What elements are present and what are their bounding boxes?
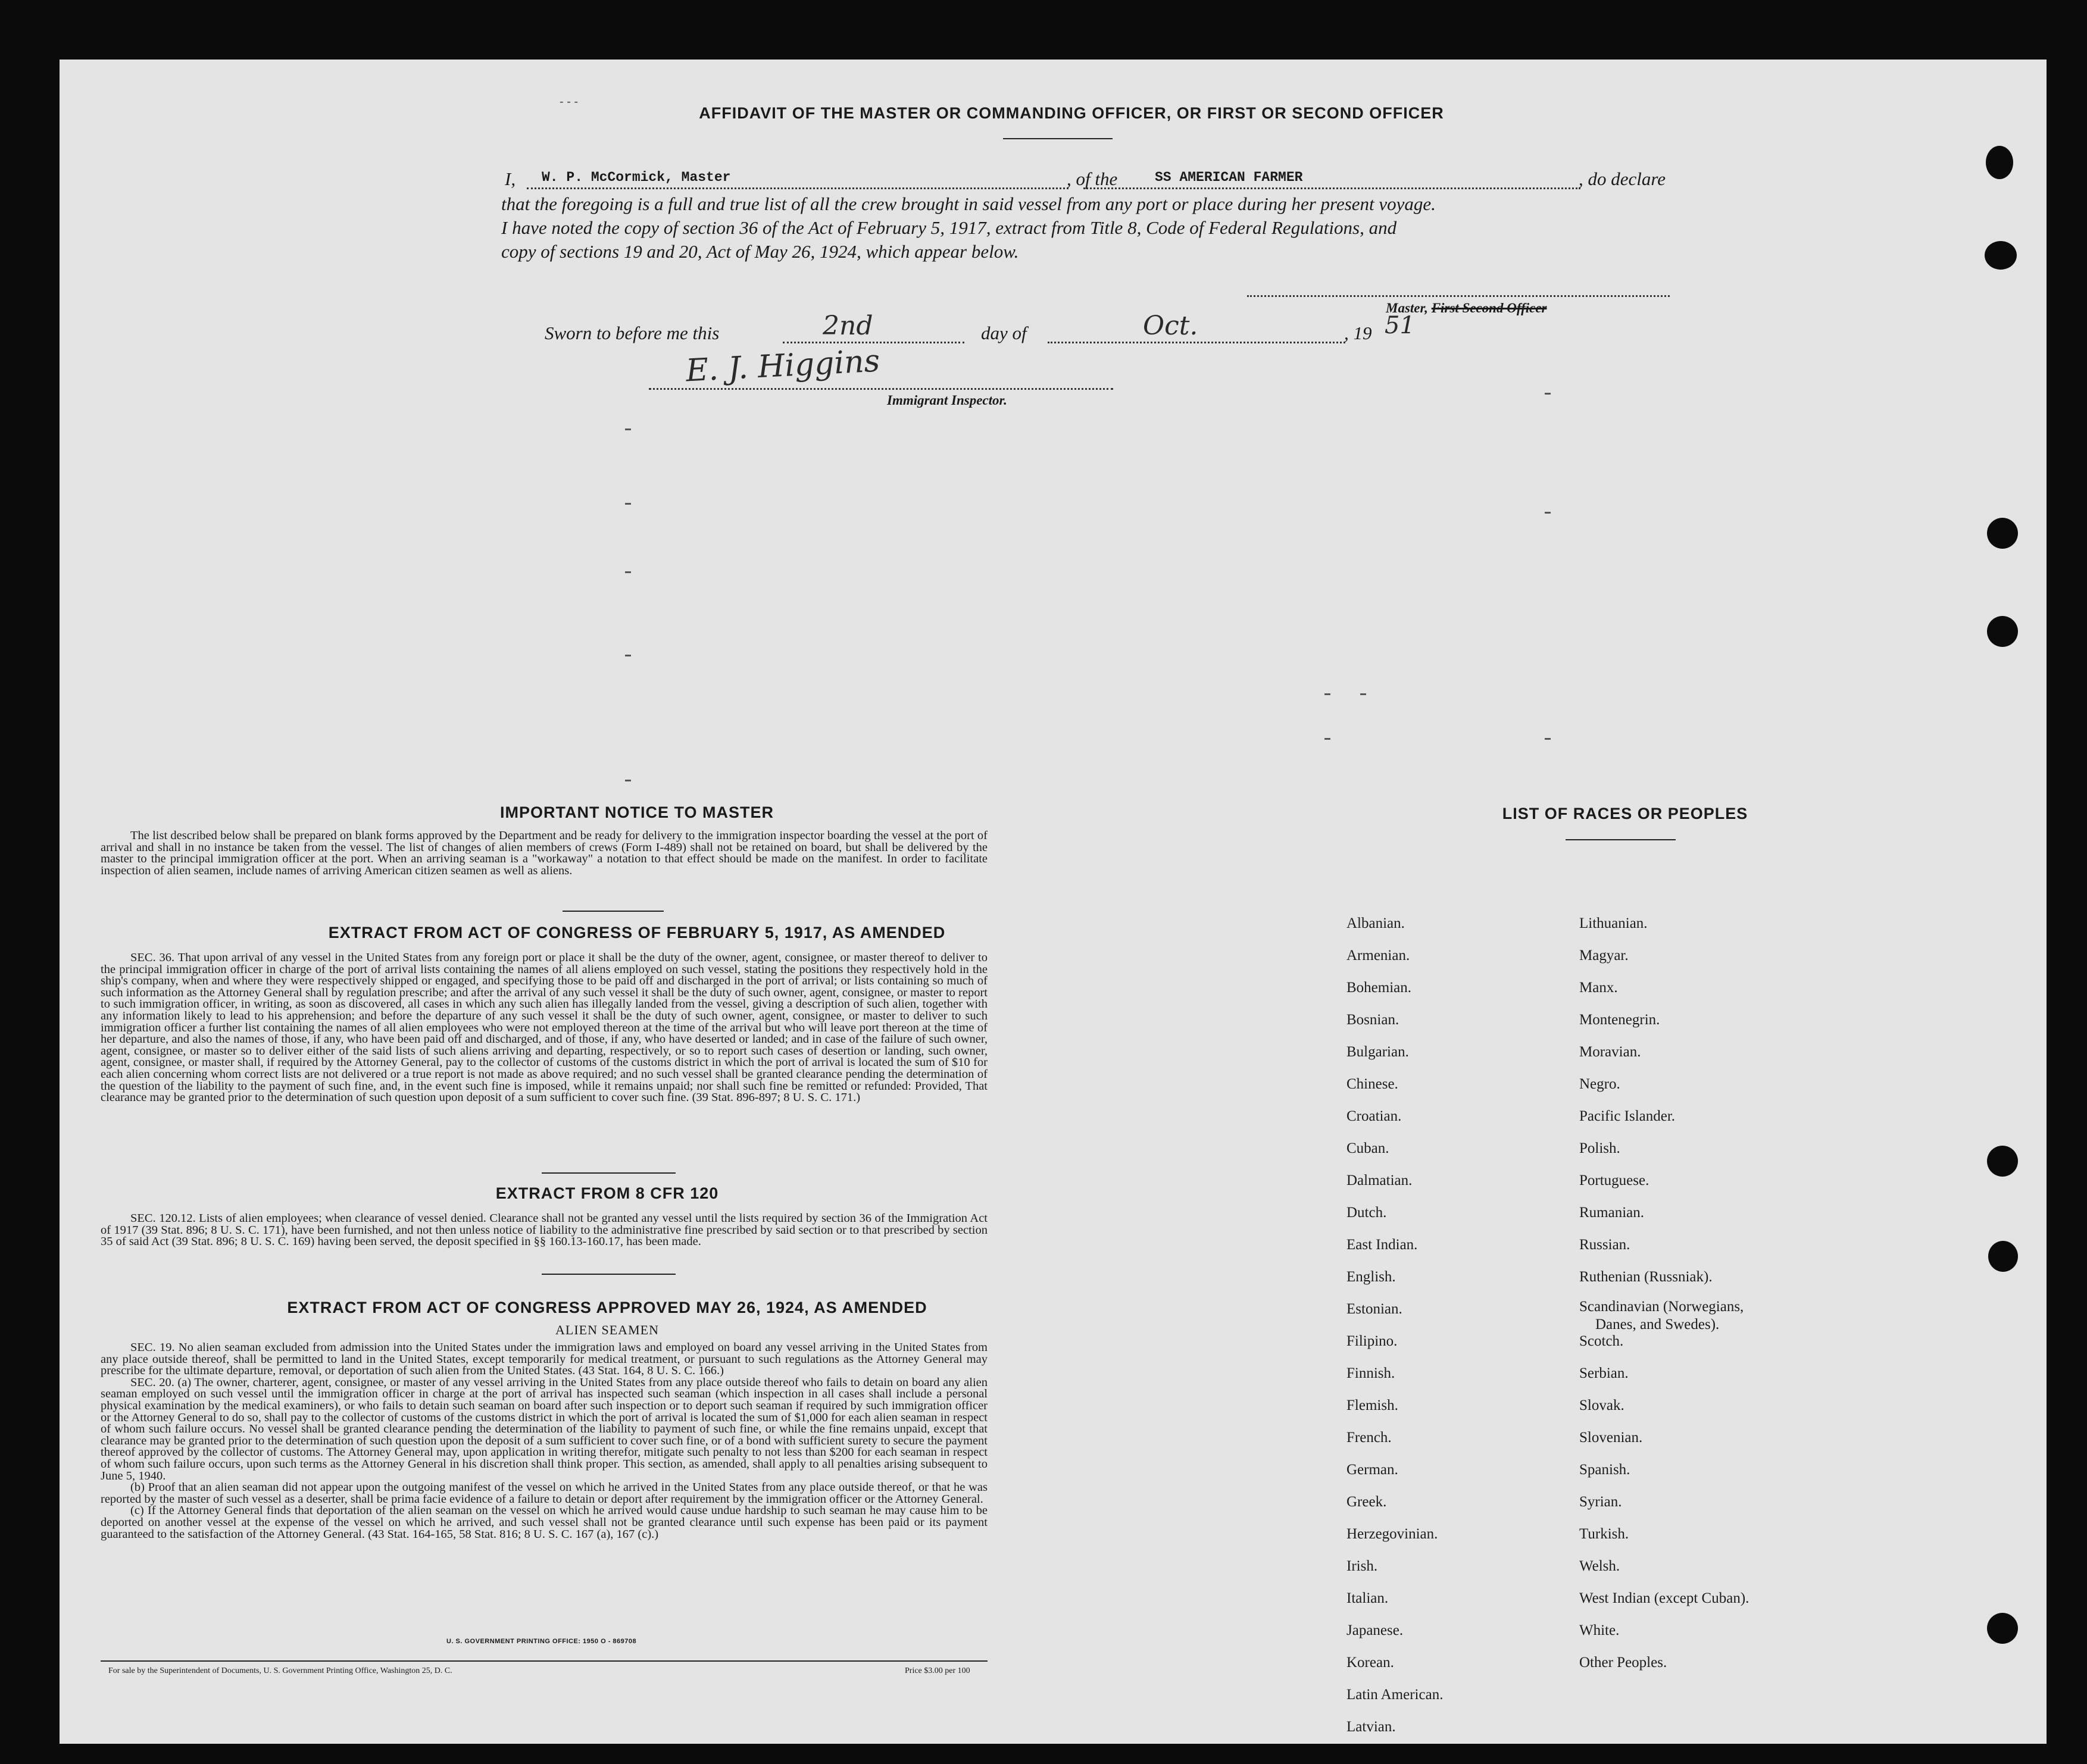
binder-hole [1986,146,2013,179]
title-divider [1003,138,1113,139]
notice-text [101,830,988,877]
notice-paragraph: The list described below shall be prepared on blank forms approved by the Department and be ready for delivery to the immigration inspector boarding the vessel at the port of arrival and shall in no instance be taken from the vessel. The list of changes of alien members of crews (Form I-489) shall not be retained on board, but shall be delivered by the master to the principal immigration officer at the port. When an arriving seaman is a "workaway" a notation to that effect should be made on the manifest. In order to facilitate inspection of alien seamen, include names of arriving American citizen seamen as well as aliens. [101,829,988,877]
footer-rule [101,1660,988,1662]
day-of-label: day of [981,323,1027,343]
notice-divider [563,911,664,912]
race-item: Flemish. [1346,1397,1398,1413]
race-item: Chinese. [1346,1076,1398,1092]
mark [625,655,631,656]
notice-title: IMPORTANT NOTICE TO MASTER [500,803,774,821]
race-item: Spanish. [1579,1462,1630,1478]
race-item: Negro. [1579,1076,1620,1092]
race-item: West Indian (except Cuban). [1579,1590,1749,1606]
race-item: Slovak. [1579,1397,1624,1413]
race-item: Bulgarian. [1346,1044,1409,1060]
race-item: Filipino. [1346,1333,1398,1349]
race-item: Italian. [1346,1590,1389,1606]
race-item: Manx. [1579,980,1618,996]
races-title: LIST OF RACES OR PEOPLES [1502,805,1748,822]
affidavit-body-line-1: that the foregoing is a full and true list of all the crew brought in said vessel from any port or place during her present voyage. [501,193,1436,214]
do-declare-label: , do declare [1579,168,1666,189]
race-item: Finnish. [1346,1365,1395,1381]
binder-hole [1988,1241,2018,1272]
mark [1545,393,1551,395]
affidavit-body-line-3: copy of sections 19 and 20, Act of May 26, 1924, which appear below. [501,241,1019,262]
extract-1924-title: EXTRACT FROM ACT OF CONGRESS APPROVED MAY 26, 1924, AS AMENDED [287,1299,927,1316]
mark [625,429,631,430]
race-item: Albanian. [1346,915,1405,931]
race-item: East Indian. [1346,1237,1418,1253]
race-item: Cuban. [1346,1140,1389,1156]
race-item: Ruthenian (Russniak). [1579,1269,1713,1285]
race-item: Russian. [1579,1237,1630,1253]
race-item: Turkish. [1579,1526,1629,1542]
binder-hole [1987,1613,2018,1644]
inspector-label: Immigrant Inspector. [887,393,1007,408]
race-item: Portuguese. [1579,1172,1649,1188]
race-item: Pacific Islander. [1579,1108,1676,1124]
printing-office-note: U. S. GOVERNMENT PRINTING OFFICE: 1950 O - 869708 [446,1638,637,1645]
race-item: Japanese. [1346,1622,1404,1638]
race-item: Croatian. [1346,1108,1402,1124]
inspector-signature: E. J. Higgins [685,343,881,389]
race-item: Syrian. [1579,1494,1622,1510]
affidavit-title: AFFIDAVIT OF THE MASTER OR COMMANDING OFFICER, OR FIRST OR SECOND OFFICER [699,104,1444,122]
race-item: Scandinavian (Norwegians, [1579,1299,1744,1315]
extract-cfr-divider [542,1274,676,1275]
race-item: Korean. [1346,1654,1394,1671]
affidavit-body-line-2: I have noted the copy of section 36 of the Act of February 5, 1917, extract from Title 8, Code of Federal Regulations, and [501,217,1397,238]
race-item: French. [1346,1430,1392,1446]
races-divider [1566,839,1676,840]
footer-sale-text: For sale by the Superintendent of Documents, U. S. Government Printing Office, Washington 25, D. C. [108,1666,452,1675]
binder-hole [1985,241,2017,270]
name-underline [527,187,1069,189]
binder-hole [1987,616,2018,647]
vessel-name-field: SS AMERICAN FARMER [1155,170,1303,185]
mark [625,571,631,573]
footer-price: Price $3.00 per 100 [905,1666,970,1675]
master-label-text: Master, [1386,301,1432,315]
sec-20a-paragraph: SEC. 20. (a) The owner, charterer, agent, consignee, or master of any vessel arriving in the United States from any place outside thereof who fails to detain on board any alien seaman employed on such vessel until the immigration officer in charge at the port of arrival has inspected such seaman (which inspection in all cases shall include a personal physical examination by the medical examiners), or who fails to detain such seaman on board after such inspection or to deport such seaman if required by such immigration officer or the Attorney General to do so, shall pay to the collector of customs of the customs district in which the port of arrival is located the sum of $1,000 for each alien seaman in respect of whom such failure occurs. No vessel shall be granted clearance pending the determination of the liability to payment of such fine, or while the fine remains unpaid, except that clearance may be granted prior to the determination of such question upon the deposit of a sum sufficient to cover such fine, or of a bond with sufficient surety to secure the payment thereof approved by the collector of customs. The Attorney General may, upon application in writing therefor, mitigate such penalty to not less than $200 for each seaman in respect of whom such failure occurs, upon such terms as the Attorney General in his discretion shall think proper. This section, as amended, shall apply to all penalties arising subsequent to June 5, 1940. [101,1375,988,1482]
race-item: Estonian. [1346,1301,1402,1317]
race-item: Bosnian. [1346,1012,1399,1028]
extract-cfr-title: EXTRACT FROM 8 CFR 120 [495,1184,719,1202]
sec-20b-paragraph: (b) Proof that an alien seaman did not appear upon the outgoing manifest of the vessel on which he arrived in the United States from any place outside thereof, or that he was reported by the master of such vessel as a deserter, shall be prima facie evidence of a failure to detain or deport after requirement by the immigration officer or the Attorney General. [101,1481,988,1506]
race-item: Moravian. [1579,1044,1641,1060]
race-item: English. [1346,1269,1396,1285]
inspector-signature-line [649,388,1113,390]
mark [1360,693,1366,695]
master-name-field: W. P. McCormick, Master [542,170,731,185]
race-item: Lithuanian. [1579,915,1648,931]
mark [1545,738,1551,740]
alien-seamen-subtitle: ALIEN SEAMEN [555,1322,659,1337]
sworn-month-value: Oct. [1143,311,1198,341]
binder-hole [1987,1146,2018,1177]
race-item: Armenian. [1346,947,1410,964]
race-item: German. [1346,1462,1398,1478]
affidavit-i-label: I, [505,168,516,189]
corner-marks: - - - [560,95,579,108]
mark [625,780,631,781]
race-item: White. [1579,1622,1620,1638]
race-item: Latin American. [1346,1687,1444,1703]
sec-20c-paragraph: (c) If the Attorney General finds that deportation of the alien seaman on the vessel on which he arrived would cause undue hardship to such seaman he may cause him to be deported on another vessel at the expense of the vessel on which he arrived, and such vessel shall not be granted clearance until such expense has been paid or its payment guaranteed to the satisfaction of the Attorney General. (43 Stat. 164-165, 58 Stat. 816; 8 U. S. C. 167 (a), 167 (c).) [101,1504,988,1541]
vessel-underline [1083,187,1580,189]
year-prefix: , 19 [1344,323,1372,343]
race-item: Magyar. [1579,947,1629,964]
binder-hole [1987,518,2018,549]
extract-1924-text [101,1342,988,1540]
sworn-year-value: 51 [1385,312,1415,339]
form-page [60,60,2047,1744]
race-item: Serbian. [1579,1365,1629,1381]
mark [1324,693,1330,695]
mark [625,503,631,505]
race-item: Irish. [1346,1558,1378,1574]
race-item: Scotch. [1579,1333,1624,1349]
race-item: Polish. [1579,1140,1620,1156]
sworn-label: Sworn to before me this [545,323,720,343]
month-underline [1048,342,1345,343]
race-item: Herzegovinian. [1346,1526,1438,1542]
race-item: Dutch. [1346,1205,1387,1221]
master-signature-line [1247,295,1670,297]
of-the-label: , of the [1067,168,1118,189]
race-item: Danes, and Swedes). [1595,1316,1720,1333]
sec-36-paragraph: SEC. 36. That upon arrival of any vessel in the United States from any foreign port or place it shall be the duty of the owner, agent, consignee, or master thereof to deliver to the principal immigration officer in charge of the port of arrival lists containing the names of all aliens employed on such vessel, stating the positions they respectively hold in the ship's company, when and where they were respectively shipped or engaged, and specifying those to be paid off and discharged in the port of arrival; or lists containing so much of such information as the Attorney General shall by regulation prescribe; and after the arrival of any such vessel it shall be the duty of such owner, agent, consignee, or master to report to such immigration officer, in writing, as soon as discovered, all cases in which any such alien has illegally landed from the vessel, giving a description of such alien, together with any information likely to lead to his apprehension; and before the departure of any such vessel it shall be the duty of such owner, agent, consignee, or master to deliver to such immigration officer a further list containing the names of all alien employees who were not employed thereon at the time of the arrival but who will leave port thereon at the time of her departure, and also the names of those, if any, who have been paid off and discharged, and of those, if any, who have deserted or landed; and in case of the failure of such owner, agent, consignee, or master so to deliver either of the said lists of such aliens arriving and departing, respectively, or so to report such cases of desertion or landing, such owner, agent, consignee, or master shall, if required by the Attorney General, pay to the collector of customs of the customs district in which the port of arrival is located the sum of $10 for each alien concerning whom correct lists are not delivered or a true report is not made as above required; and no such vessel shall be granted clearance pending the determination of the question of the liability to the payment of such fine, and, in the event such fine is imposed, while it remains unpaid; nor shall such fine be remitted or refunded: Provided, That clearance may be granted prior to the determination of such question upon deposit of a sum sufficient to cover such fine. (39 Stat. 896-897; 8 U. S. C. 171.) [101,951,988,1105]
sec-120-12-paragraph: SEC. 120.12. Lists of alien employees; when clearance of vessel denied. Clearance shall not be granted any vessel until the lists required by section 36 of the Immigration Act of 1917 (39 Stat. 896; 8 U. S. C. 171), have been furnished, and not then unless notice of liability to the administrative fine prescribed by said section or to that prescribed by section 35 of said Act (39 Stat. 896; 8 U. S. C. 169) having been served, the deposit specified in §§ 160.13-160.17, has been made. [101,1212,988,1249]
extract-1917-title: EXTRACT FROM ACT OF CONGRESS OF FEBRUARY 5, 1917, AS AMENDED [328,924,946,942]
race-item: Greek. [1346,1494,1387,1510]
race-item: Other Peoples. [1579,1654,1667,1671]
extract-1917-text [101,952,988,1104]
mark [1324,738,1330,740]
sworn-day-value: 2nd [823,311,873,341]
race-item: Montenegrin. [1579,1012,1660,1028]
race-item: Bohemian. [1346,980,1412,996]
master-struck-text: First Second Officer [1431,301,1547,315]
extract-1917-divider [542,1172,676,1174]
race-item: Rumanian. [1579,1205,1645,1221]
mark [1545,512,1551,514]
race-item: Welsh. [1579,1558,1620,1574]
race-item: Dalmatian. [1346,1172,1413,1188]
sec-19-paragraph: SEC. 19. No alien seaman excluded from admission into the United States under the immigration laws and employed on board any vessel arriving in the United States from any place outside thereof, shall be permitted to land in the United States, except temporarily for medical treatment, or pursuant to such regulations as the Attorney General may prescribe for the ultimate departure, removal, or deportation of such alien from the United States. (43 Stat. 164, 8 U. S. C. 166.) [101,1341,988,1378]
extract-cfr-text [101,1213,988,1248]
race-item: Latvian. [1346,1719,1396,1735]
race-item: Slovenian. [1579,1430,1643,1446]
